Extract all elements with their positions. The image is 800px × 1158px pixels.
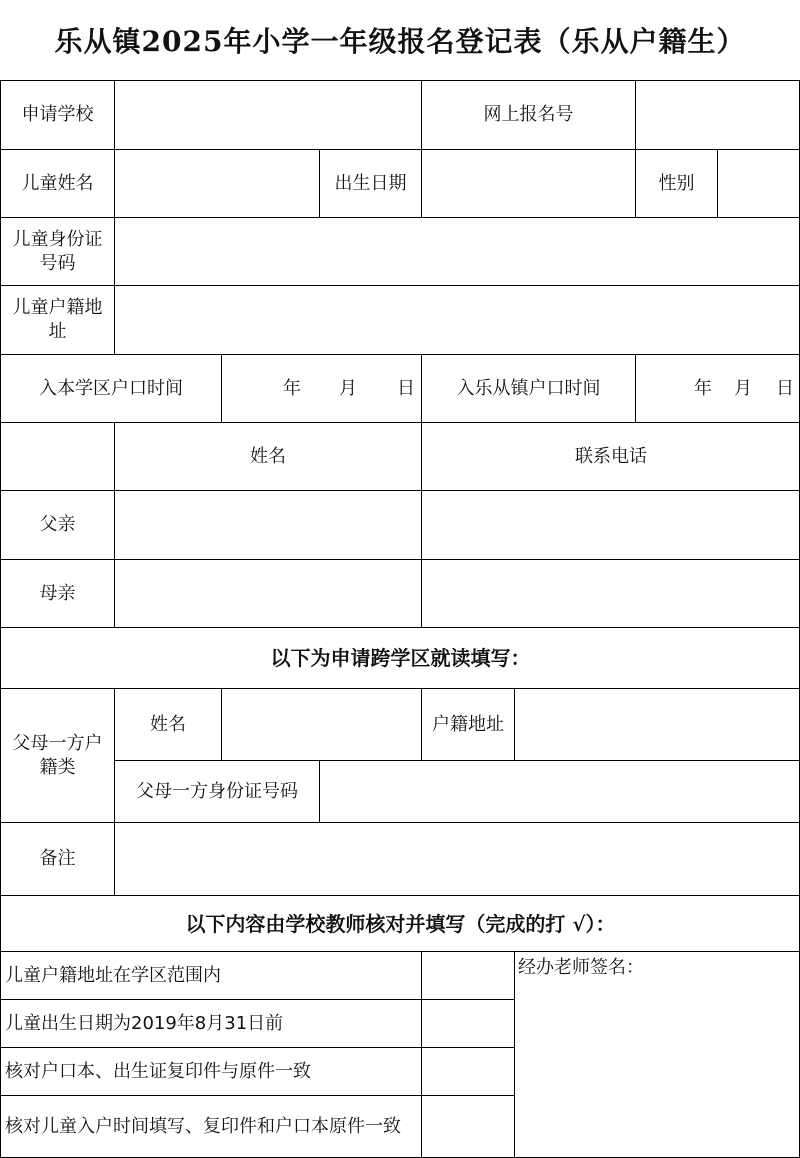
year-unit: 年 — [283, 377, 301, 399]
parent-name-field[interactable] — [221, 688, 421, 760]
mother-name-field[interactable] — [114, 559, 421, 627]
parent-name-label: 姓名 — [114, 688, 221, 760]
district-time-label: 入本学区户口时间 — [0, 354, 221, 422]
town-time-label: 入乐从镇户口时间 — [421, 354, 635, 422]
apply-school-field[interactable] — [114, 80, 421, 149]
father-phone-field[interactable] — [421, 490, 800, 559]
check-item-label: 儿童出生日期为2019年8月31日前 — [0, 999, 421, 1047]
teacher-signature-field[interactable] — [514, 951, 800, 1158]
child-id-field[interactable] — [114, 217, 800, 285]
child-id-label: 儿童身份证号码 — [0, 217, 114, 285]
birth-date-label: 出生日期 — [319, 149, 421, 217]
check-item-label: 核对儿童入户时间填写、复印件和户口本原件一致 — [0, 1095, 421, 1158]
online-number-field[interactable] — [635, 80, 800, 149]
year-unit: 年 — [694, 377, 712, 399]
gender-label: 性别 — [635, 149, 717, 217]
check-item-box[interactable] — [421, 1095, 514, 1158]
check-item-box[interactable] — [421, 1047, 514, 1095]
month-unit: 月 — [734, 377, 752, 399]
month-unit: 月 — [339, 377, 357, 399]
cross-district-section-header: 以下为申请跨学区就读填写： — [0, 627, 800, 688]
apply-school-label: 申请学校 — [0, 80, 114, 149]
hukou-address-label: 户籍地址 — [421, 688, 514, 760]
remarks-field[interactable] — [114, 822, 800, 895]
day-unit: 日 — [397, 377, 415, 399]
parent-hukou-label: 父母一方户籍类 — [0, 688, 114, 822]
mother-label: 母亲 — [0, 559, 114, 627]
gender-field[interactable] — [717, 149, 800, 217]
mother-phone-field[interactable] — [421, 559, 800, 627]
district-time-field[interactable] — [221, 354, 421, 422]
check-item-label: 儿童户籍地址在学区范围内 — [0, 951, 421, 999]
child-name-label: 儿童姓名 — [0, 149, 114, 217]
blank-corner-cell — [0, 422, 114, 490]
hukou-address-field[interactable] — [514, 688, 800, 760]
father-label: 父亲 — [0, 490, 114, 559]
name-column-header: 姓名 — [114, 422, 421, 490]
remarks-label: 备注 — [0, 822, 114, 895]
child-name-field[interactable] — [114, 149, 319, 217]
check-item-label: 核对户口本、出生证复印件与原件一致 — [0, 1047, 421, 1095]
online-number-label: 网上报名号 — [421, 80, 635, 149]
parent-id-label: 父母一方身份证号码 — [114, 760, 319, 822]
child-address-field[interactable] — [114, 285, 800, 354]
town-time-field[interactable] — [635, 354, 800, 422]
day-unit: 日 — [776, 377, 794, 399]
verification-section-header: 以下内容由学校教师核对并填写（完成的打 √）： — [0, 895, 800, 951]
child-address-label: 儿童户籍地址 — [0, 285, 114, 354]
check-item-box[interactable] — [421, 999, 514, 1047]
father-name-field[interactable] — [114, 490, 421, 559]
check-item-box[interactable] — [421, 951, 514, 999]
teacher-signature-label: 经办老师签名： — [518, 957, 644, 978]
birth-date-field[interactable] — [421, 149, 635, 217]
parent-id-field[interactable] — [319, 760, 800, 822]
form-title: 乐从镇2025年小学一年级报名登记表（乐从户籍生） — [54, 25, 746, 58]
phone-column-header: 联系电话 — [421, 422, 800, 490]
